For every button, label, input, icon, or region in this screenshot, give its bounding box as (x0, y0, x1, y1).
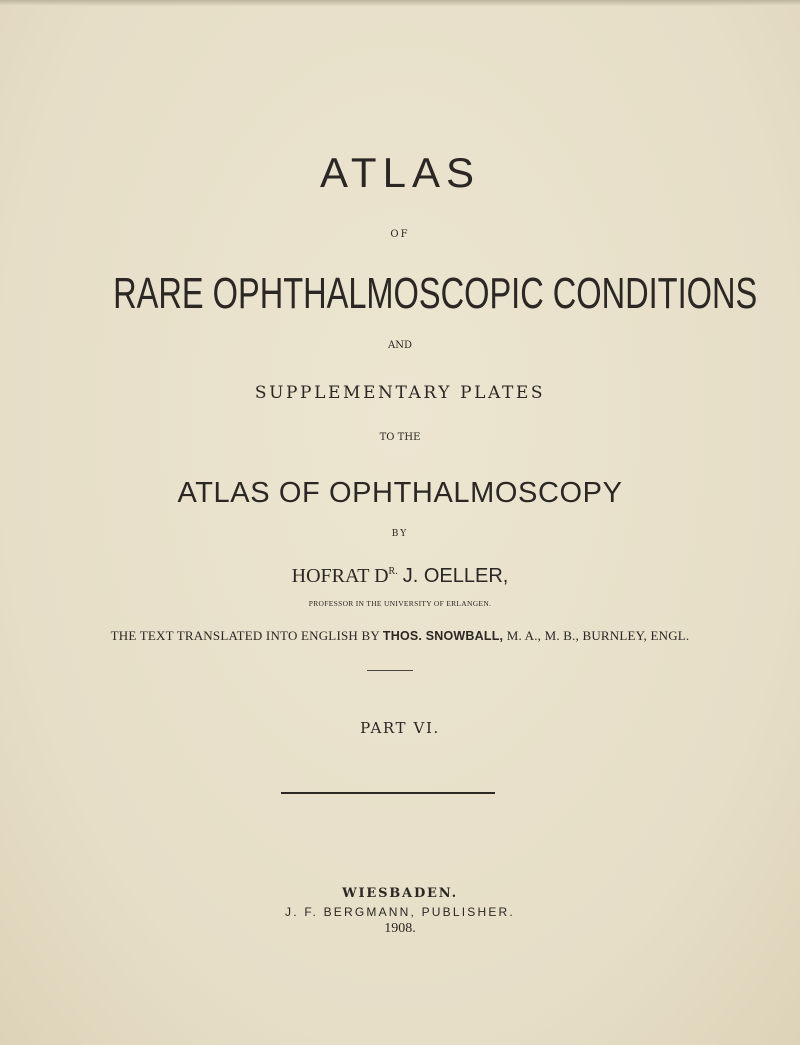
by-text: BY (391, 529, 409, 539)
translation-suffix: M. A., M. B., BURNLEY, ENGL. (506, 628, 690, 643)
translator-name: THOS. SNOWBALL, (382, 629, 504, 643)
supplement-heading: SUPPLEMENTARY PLATES (254, 383, 546, 403)
author-dr-letter: D (374, 565, 389, 587)
part-number: PART VI. (360, 719, 440, 737)
author-dr-superscript: R. (388, 566, 398, 577)
author-name: J. OELLER, (402, 565, 509, 587)
main-title (0, 149, 800, 196)
author-line (0, 566, 800, 586)
of-text: OF (390, 229, 410, 240)
imprint-publisher: J. F. BERGMANN, PUBLISHER. (285, 905, 515, 919)
imprint-year: 1908. (384, 921, 416, 936)
short-divider (367, 670, 413, 671)
author-affiliation: PROFESSOR IN THE UNIVERSITY OF ERLANGEN. (308, 599, 492, 608)
author-dr (374, 565, 398, 587)
and-text: AND (388, 340, 412, 351)
imprint-city: WIESBADEN. (342, 886, 458, 901)
subtitle-text: RARE OPHTHALMOSCOPIC CONDITIONS (113, 269, 758, 318)
page-top-edge (0, 0, 800, 6)
author-prefix: HOFRAT (291, 565, 370, 587)
to-the-text: TO THE (379, 432, 421, 443)
translation-prefix: THE TEXT TRANSLATED INTO ENGLISH BY (110, 628, 380, 643)
long-divider (281, 792, 495, 794)
main-title-text: ATLAS (320, 149, 480, 196)
atlas-title: ATLAS OF OPHTHALMOSCOPY (177, 477, 623, 509)
subtitle (0, 269, 800, 318)
translation-credit (0, 629, 800, 643)
